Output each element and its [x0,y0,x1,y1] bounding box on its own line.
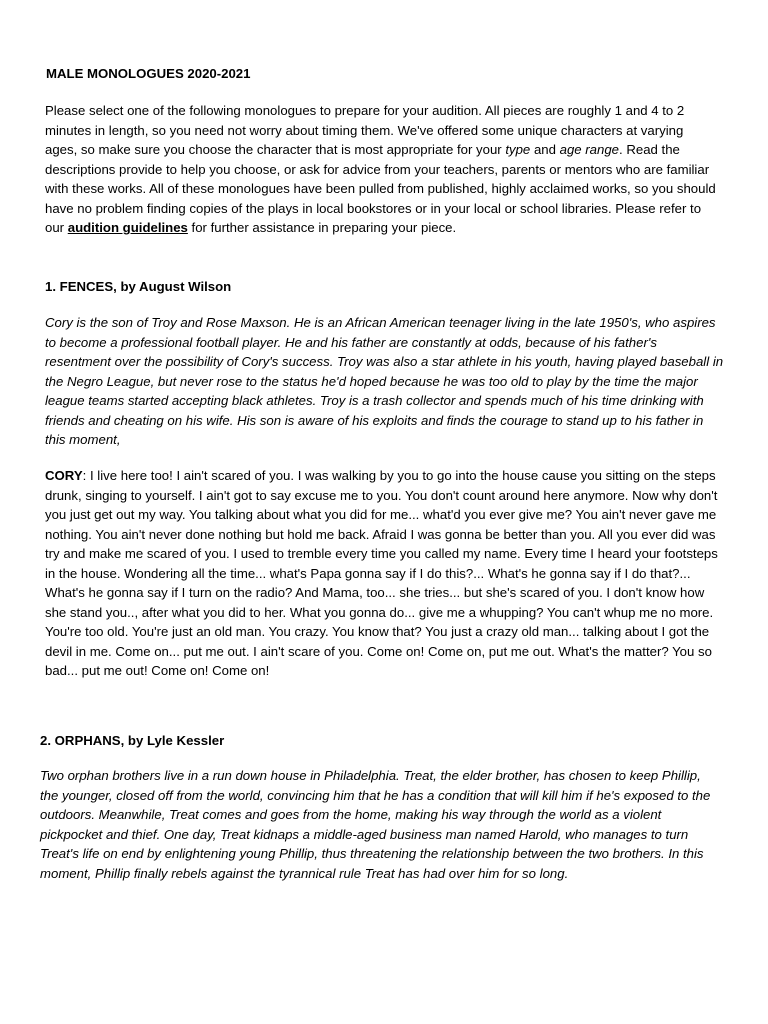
intro-text-2: . Read the descriptions provide to help you choose, or ask for advice from your teachers, parents or mentors who are familiar with these works. All of these monologues have been pulled from published, highly acclaimed works, so you should have no problem finding copies of the plays in local bookstores or in your local or school libraries. Please refer to our [45,142,716,235]
section-description-fences: Cory is the son of Troy and Rose Maxson. He is an African American teenager living in the late 1950's, who aspires to become a professional football player. He and his father are constantly at odds, because of his father's resentment over the possibility of Cory's success. Troy was also a star athlete in his youth, having played baseball in the Negro League, but never rose to the status he'd hoped because he was too old to play by the time the major league teams started accepting black athletes. Troy is a trash collector and spends much of his time drinking with friends and cheating on his wife. His son is aware of his exploits and finds the courage to stand up to his father in this moment, [45,315,724,447]
section-description-orphans: Two orphan brothers live in a run down house in Philadelphia. Treat, the elder brother, has chosen to keep Phillip, the younger, closed off from the world, convincing him that he has a condition that will kill him if he's exposed to the outdoors. Meanwhile, Treat comes and goes from the home, making his way through the world as a violent pickpocket and thief. One day, Treat kidnaps a middle-aged business man named Harold, who manages to turn Treat's life on end by enlightening young Phillip, thus threatening the relationship between the two brothers. In this moment, Phillip finally rebels against the tyrannical rule Treat has had over him for so long. [40,768,711,881]
intro-text-1: Please select one of the following monologues to prepare for your audition. All pieces are roughly 1 and 4 to 2 minutes in length, so you need not worry about timing them. We've offered some unique characters at varying ages, so make sure you choose the character that is most appropriate for your [45,103,685,157]
intro-and: and [530,142,560,157]
intro-paragraph [45,101,717,238]
document-title: MALE MONOLOGUES 2020-2021 [46,66,251,81]
speaker-name: CORY [45,468,83,483]
audition-guidelines-link[interactable]: audition guidelines [67,220,188,235]
intro-text-3: for further assistance in preparing your piece. [187,220,457,235]
section-heading-fences: 1. FENCES, by August Wilson [45,279,232,294]
age-range-word: age range [559,142,620,157]
monologue-fences [45,466,725,681]
monologue-text: : I live here too! I ain't scared of you. I was walking by you to go into the house cause you sitting on the steps drunk, singing to yourself. I ain't got to say excuse me to you. You don't count around here anymore. Now why don't you just get out my way. You talking about what you did for me... what'd you ever give me? You ain't never gave me nothing. You ain't never done nothing but hold me back. Afraid I was gonna be better than you. All you ever did was try and make me scared of you. I used to tremble every time you called my name. Every time I heard your footsteps in the house. Wondering all the time... what's Papa gonna say if I do this?... What's he gonna say if I do that?... What's he gonna say if I turn on the radio? And Mama, too... she tries... but she's scared of you. I don't know how she stand you.., after what you did to her. What you gonna do... give me a whupping? You can't whup me no more. You're too old. You're just an old man. You crazy. You know that? You just a crazy old man... talking about I got the devil in me. Come on... put me out. I ain't scare of you. Come on! Come on, put me out. What's the matter? You so bad... put me out! Come on! Come on! [45,468,718,678]
type-word: type [505,142,531,157]
section-heading-orphans: 2. ORPHANS, by Lyle Kessler [40,733,225,748]
